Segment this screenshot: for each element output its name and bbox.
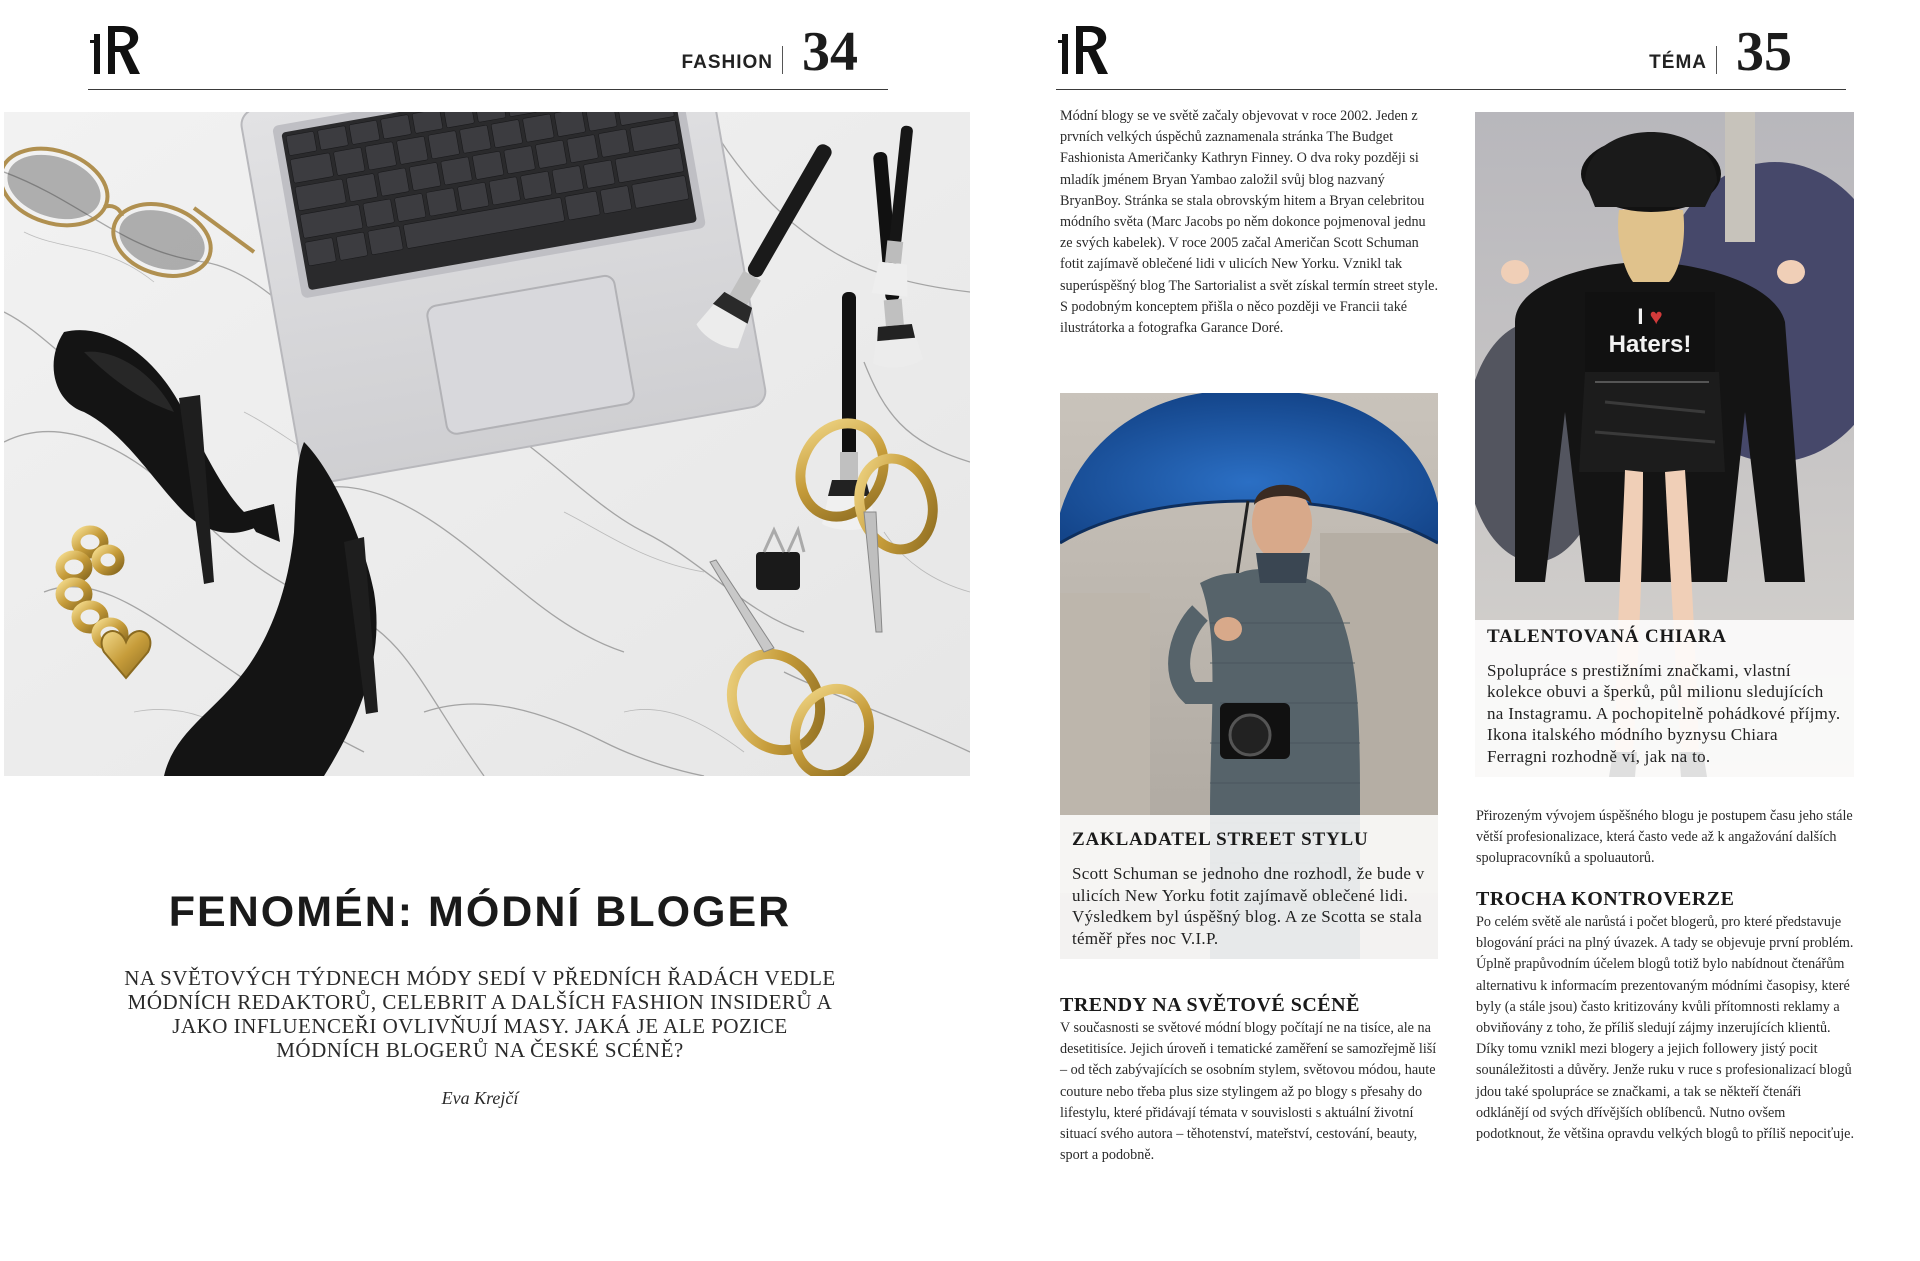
intro-paragraph: Módní blogy se ve světě začaly objevovat v roce 2002. Jeden z prvních velkých úspěchů zaznamenala stránka The Budget Fashionista Američanky Kathryn Finney. O dva roky později si mladík jménem Bryan Yambao založil svůj blog nazvaný BryanBoy. Stránka se stala obrovským hitem a Bryan celebritou módního světa (Marc Jacobs po něm dokonce pojmenoval jednu ze svých kabelek). V roce 2005 začal Američan Scott Schuman fotit zajímavě oblečené lidi v ulicích New Yorku. Vznikl tak superúspěšný blog The Sartorialist a svět získal termín street style. S podobným konceptem přišla o něco později ve Francii také ilustrátorka a fotografka Garance Doré. — [1060, 108, 1438, 337]
hero-photo-flatlay — [4, 112, 970, 776]
caption-title: TALENTOVANÁ CHIARA — [1487, 625, 1727, 647]
caption-box-chiara — [1475, 620, 1854, 778]
caption-box-schuman — [1060, 815, 1438, 959]
svg-text:Haters!: Haters! — [1608, 331, 1692, 358]
page-number: 35 — [1736, 21, 1792, 83]
header-divider — [1716, 46, 1717, 74]
paragraph-controversy: Po celém světě ale narůstá i počet blogerů, pro které představuje blogování práci na plný úvazek. A tady se objevuje první problém. Úplně prapůvodním účelem blogů totiž bylo nabídnout čtenářům alternativu k informacím prezentovaným módními časopisy, které byly (a stále jsou) často kritizovány kvůli přítomnosti reklamy a obviňovány z toho, že příliš sledují zájmy inzerujících klientů. Díky tomu vznikl mezi blogery a jejich followery jistý pocit sounáležitosti a důvěry. Jenže ruku v ruce s profesionalizací blogů jdou také spolupráce se značkami, a tak se někteří čtenáři odklánějí od svých dřívějších oblíbenců. Nutno ovšem podotknout, že většina opravdu velkých blogů to příliš nepociťuje. — [1476, 914, 1855, 1143]
header-rule — [88, 89, 888, 90]
magazine-logo — [88, 22, 144, 80]
caption-text: Spolupráce s prestižními značkami, vlastní kolekce obuvi a šperků, půl milionu sledujících na Instagramu. A pochopitelně pohádkové příjmy. Ikona italského módního byznysu Chiara Ferragni rozhodně ví, jak na to. — [1487, 660, 1841, 766]
article-author: Eva Krejčí — [441, 1088, 519, 1108]
header-rule — [1056, 89, 1846, 90]
magazine-logo — [1056, 22, 1112, 80]
photo-chiara-ferragni — [1475, 112, 1854, 777]
header-divider — [782, 46, 783, 74]
svg-text:I ♥: I ♥ — [1637, 304, 1663, 329]
paragraph-professional: Přirozeným vývojem úspěšného blogu je postupem času jeho stále větší profesionalizace, která často vede až k angažování dalších spolupracovníků a spoluautorů. — [1476, 808, 1853, 867]
photo-scott-schuman — [1060, 393, 1438, 959]
caption-title: ZAKLADATEL STREET STYLU — [1072, 829, 1369, 850]
article-headline: FENOMÉN: MÓDNÍ BLOGER — [168, 888, 792, 936]
right-page — [960, 0, 1920, 1261]
paragraph-trends: V současnosti se světové módní blogy počítají ne na tisíce, ale na desetitisíce. Jejich úroveň i tematické zaměření se samozřejmě liší – od těch zabývajících se osobním stylem, světovou módou, haute couture nebo třeba plus size stylingem až po blogy s přesahy do lifestylu, které přidávají témata v souvislosti s aktuální životní situací svého autora – těhotenství, mateřství, cestování, beauty, sport a podobně. — [1060, 1020, 1437, 1164]
section-name: FASHION — [681, 52, 773, 73]
article-lead: NA SVĚTOVÝCH TÝDNECH MÓDY SEDÍ V PŘEDNÍCH ŘADÁCH VEDLE MÓDNÍCH REDAKTORŮ, CELEBRIT A DALŠÍCH FASHION INSIDERŮ A JAKO INFLUENCEŘI OVLIVŇUJÍ MASY. JAKÁ JE ALE POZICE MÓDNÍCH BLOGERŮ NA ČESKÉ SCÉNĚ? — [124, 966, 836, 1062]
caption-text: Scott Schuman se jednoho dne rozhodl, že bude v ulicích New Yorku fotit zajímavě oblečené lidi. Výsledkem byl úspěšný blog. A ze Scotta se stala téměř přes noc V.I.P. — [1072, 864, 1425, 948]
section-name: TÉMA — [1649, 52, 1707, 73]
page-number: 34 — [802, 21, 858, 83]
heading-trends: TRENDY NA SVĚTOVÉ SCÉNĚ — [1060, 994, 1360, 1016]
heading-controversy: TROCHA KONTROVERZE — [1476, 888, 1735, 910]
